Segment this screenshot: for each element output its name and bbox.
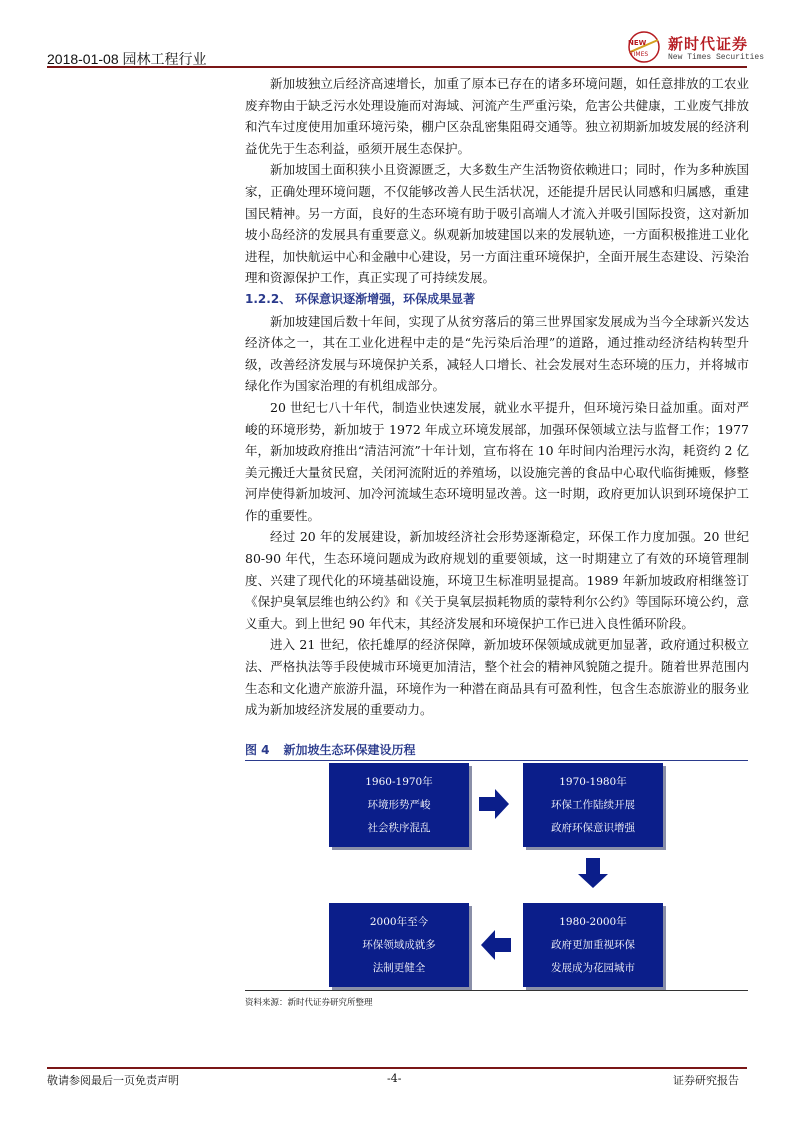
box-line: 发展成为花园城市 xyxy=(551,961,635,974)
figure-title: 新加坡生态环保建设历程 xyxy=(283,743,416,757)
box-line: 环保领域成就多 xyxy=(362,938,436,951)
section-heading xyxy=(245,289,749,311)
brand-logo-english: New Times Securities xyxy=(668,53,765,62)
arrow-down-icon xyxy=(576,856,610,890)
box-period: 2000年至今 xyxy=(369,915,429,928)
box-line: 环境形势严峻 xyxy=(367,798,431,811)
paragraph: 新加坡国土面积狭小且资源匮乏，大多数生产生活物资依赖进口；同时，作为多种族国家，正确处理环境问题，不仅能够改善人民生活状况，还能提升居民认同感和归属感，重建国民精神。另一方面，良好的生态环境有助于吸引高端人才流入并吸引国际投资，这对新加坡小岛经济的发展具有重要意义。纵观新加坡建国以来的发展轨迹，一方面积极推进工业化进程，加快航运中心和金融中心建设，另一方面注重环境保护，全面开展生态建设、污染治理和资源保护工作，真正实现了可持续发展。 xyxy=(245,162,749,286)
timeline-box-1970-1980 xyxy=(523,763,663,847)
arrow-right-icon xyxy=(477,787,511,821)
figure-top-rule xyxy=(245,760,748,761)
footer-disclaimer: 敬请参阅最后一页免责声明 xyxy=(47,1074,179,1087)
section-number: 1.2.2、 xyxy=(245,291,292,306)
figure-caption xyxy=(245,741,416,758)
brand-logo-name: 新时代证券 xyxy=(668,35,749,53)
svg-text:NEW: NEW xyxy=(628,39,647,47)
paragraph: 新加坡建国后数十年间，实现了从贫穷落后的第三世界国家发展成为当今全球新兴发达经济体之一，其在工业化进程中走的是“先污染后治理”的道路，通过推动经济结构转型升级，改善经济发展与环境保护关系，减轻人口增长、社会发展对生态环境的压力，并将城市绿化作为国家治理的有机组成部分。 xyxy=(245,313,749,394)
box-line: 社会秩序混乱 xyxy=(367,821,431,834)
box-line: 法制更健全 xyxy=(372,961,426,974)
box-period: 1980-2000年 xyxy=(559,915,627,928)
arrow-left-icon xyxy=(479,928,513,962)
page-number: -4- xyxy=(387,1072,402,1085)
header-rule xyxy=(47,66,747,68)
timeline-box-2000-now xyxy=(329,903,469,987)
figure-bottom-rule xyxy=(245,990,748,991)
paragraph: 进入 21 世纪，依托雄厚的经济保障，新加坡环保领域成就更加显著，政府通过积极立法、严格执法等手段使城市环境更加清洁，整个社会的精神风貌随之提升。随着世界范围内生态和文化遗产旅游升温，环境作为一种潜在商品具有可盈利性，包含生态旅游业的服务业成为新加坡经济发展的重要动力。 xyxy=(245,637,749,718)
figure-label: 图 4 xyxy=(245,743,270,757)
main-body xyxy=(245,73,749,721)
section-title: 环保意识逐渐增强，环保成果显著 xyxy=(295,291,476,306)
svg-text:TIMES: TIMES xyxy=(630,51,649,58)
timeline-box-1960-1970 xyxy=(329,763,469,847)
box-line: 政府环保意识增强 xyxy=(551,821,635,834)
footer-rule xyxy=(47,1067,747,1069)
box-period: 1970-1980年 xyxy=(559,775,627,788)
box-line: 政府更加重视环保 xyxy=(551,938,635,951)
figure-source: 资料来源：新时代证券研究所整理 xyxy=(245,998,373,1008)
paragraph: 新加坡独立后经济高速增长，加重了原本已存在的诸多环境问题，如任意排放的工农业废弃物由于缺乏污水处理设施而对海域、河流产生严重污染，危害公共健康，工业废气排放和汽车过度使用加重环境污染，棚户区杂乱密集阻碍交通等。独立初期新加坡发展的经济利益优先于生态利益，亟须开展生态保护。 xyxy=(245,76,749,156)
box-line: 环保工作陆续开展 xyxy=(551,798,635,811)
box-period: 1960-1970年 xyxy=(365,775,433,788)
header-date-industry: 2018-01-08 园林工程行业 xyxy=(47,51,207,67)
paragraph: 20 世纪七八十年代，制造业快速发展，就业水平提升，但环境污染日益加重。面对严峻的环境形势，新加坡于 1972 年成立环境发展部，加强环保领域立法与监督工作；1977 年，新加坡政府推出“清洁河流”十年计划，宣布将在 10 年时间内治理污水沟，耗资约 2 亿美元搬迁大量贫民窟，关闭河流附近的养殖场，以设施完善的食品中心取代临街摊贩，修整河岸使得新加坡河、加冷河流域生态环境明显改善。这一时期，政府更加认识到环境保护工作的重要性。 xyxy=(245,399,749,523)
footer-report-type: 证券研究报告 xyxy=(673,1074,739,1087)
paragraph: 经过 20 年的发展建设，新加坡经济社会形势逐渐稳定，环保工作力度加强。20 世纪 80-90 年代，生态环境问题成为政府规划的重要领域，这一时期建立了有效的环境管理制度、兴建了现代化的环境基础设施，环境卫生标准明显提高。1989 年新加坡政府相继签订《保护臭氧层维也纳公约》和《关于臭氧层损耗物质的蒙特利尔公约》等国际环境公约，意义重大。到上世纪 90 年代末，其经济发展和环境保护工作已进入良性循环阶段。 xyxy=(245,529,749,631)
timeline-box-1980-2000 xyxy=(523,903,663,987)
